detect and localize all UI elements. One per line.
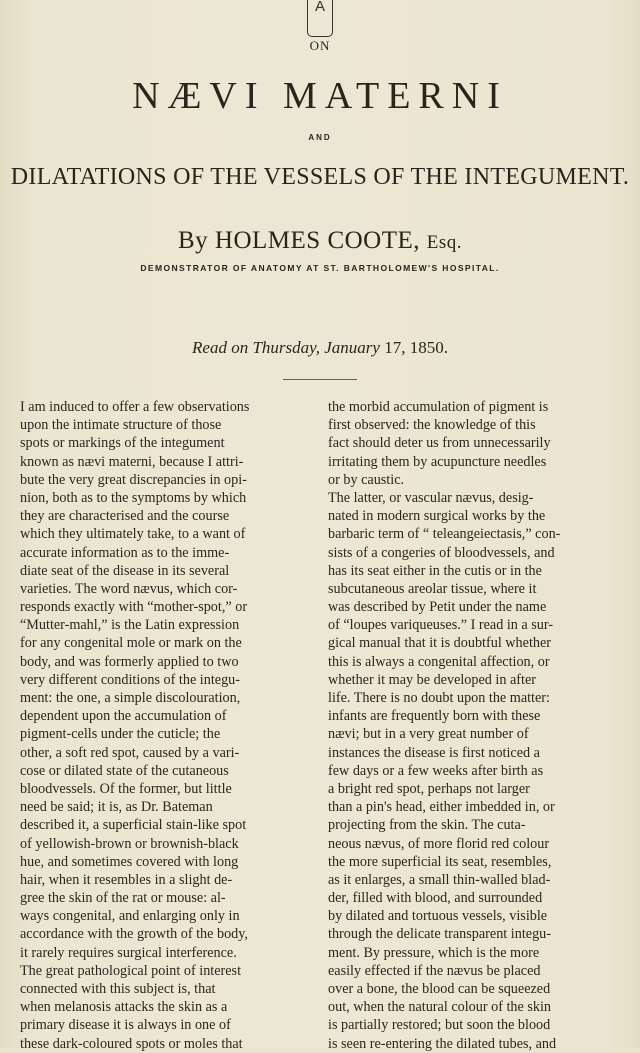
text-line: is seen re-entering the dilated tubes, and <box>328 1035 557 1052</box>
read-date-value: 17, 1850. <box>384 338 448 357</box>
text-line: neous nævus, of more florid red colour <box>328 835 550 852</box>
text-line: dependent upon the accumulation of <box>20 708 227 725</box>
text-line: The latter, or vascular nævus, desig- <box>328 489 534 506</box>
text-line: which they ultimately take, to a want of <box>20 526 246 543</box>
read-date-line <box>0 338 640 358</box>
paper-subtitle: DILATATIONS OF THE VESSELS OF THE INTEGUMENT. <box>10 164 630 190</box>
text-line: gree the skin of the rat or mouse: al- <box>20 890 226 907</box>
text-line: upon the intimate structure of those <box>20 417 222 434</box>
text-line: very different conditions of the integu- <box>20 671 240 688</box>
text-line: spots or markings of the integument <box>20 435 225 452</box>
text-line: accordance with the growth of the body, <box>20 926 248 943</box>
author-affiliation: DEMONSTRATOR OF ANATOMY AT ST. BARTHOLOMEW'S HOSPITAL. <box>140 263 500 273</box>
text-line: connected with this subject is, that <box>20 981 216 997</box>
text-line: life. There is no doubt upon the matter: <box>328 690 550 706</box>
paper-title: NÆVI MATERNI <box>132 75 508 117</box>
text-line: out, when the natural colour of the skin <box>328 999 552 1016</box>
text-line: these dark-coloured spots or moles that <box>20 1035 243 1052</box>
text-line: infants are frequently born with these <box>328 708 541 725</box>
text-line: was described by Petit under the name <box>328 599 547 616</box>
text-line: ment: the one, a simple discolouration, <box>20 690 241 706</box>
text-line: hair, when it resembles in a slight de- <box>20 871 233 888</box>
text-line: bute the very great discrepancies in opi- <box>20 471 247 488</box>
read-date-italic: Read on Thursday, January <box>192 338 380 357</box>
library-stamp <box>307 0 333 37</box>
text-line: when melanosis attacks the skin as a <box>20 999 228 1016</box>
text-line: hue, and sometimes covered with long <box>20 853 239 870</box>
text-line: need be said; it is, as Dr. Bateman <box>20 799 213 816</box>
text-line: pigment-cells under the cuticle; the <box>20 726 221 743</box>
author-suffix: Esq. <box>426 232 463 253</box>
text-line: is partially restored; but soon the blood <box>328 1017 551 1034</box>
text-line: few days or a few weeks after birth as <box>328 762 544 779</box>
first-word: I am <box>20 399 46 415</box>
text-line: accurate information as to the imme- <box>20 544 230 561</box>
text-line: der, filled with blood, and surrounded <box>328 890 543 907</box>
text-line: varieties. The word nævus, which cor- <box>20 580 238 597</box>
text-line: irritating them by acupuncture needles <box>328 453 547 470</box>
text-line: it rarely requires surgical interference. <box>20 944 237 961</box>
text-line: has its seat either in the cutis or in the <box>328 562 542 579</box>
text-line: sists of a congeries of bloodvessels, and <box>328 544 555 561</box>
text-line: barbaric term of “ teleangeiectasis,” con- <box>328 526 561 543</box>
text-line: primary disease it is always in one of <box>20 1017 231 1034</box>
text-line: ways congenital, and enlarging only in <box>20 908 240 925</box>
author-prefix: By <box>177 227 209 254</box>
text-line: described it, a superficial stain-like spot <box>20 817 247 834</box>
text-line: ment. By pressure, which is the more <box>328 944 540 961</box>
text-line: or by caustic. <box>328 471 405 488</box>
text-line: a bright red spot, perhaps not larger <box>328 780 530 797</box>
heading-on: ON <box>309 38 331 53</box>
text-line: over a bone, the blood can be squeezed <box>328 981 551 997</box>
text-line <box>20 398 313 416</box>
text-line: through the delicate transparent integu- <box>328 926 551 943</box>
text-line: The great pathological point of interest <box>20 962 242 979</box>
text-line: they are characterised and the course <box>20 508 230 525</box>
body-column-left <box>20 398 313 1053</box>
text-line: other, a soft red spot, caused by a vari- <box>20 744 240 761</box>
text-line: subcutaneous areolar tissue, where it <box>328 580 537 597</box>
divider-rule <box>283 379 357 380</box>
author-name: HOLMES COOTE, <box>214 227 421 254</box>
text-line: than a pin's head, either imbedded in, or <box>328 799 555 816</box>
text-line: easily effected if the nævus be placed <box>328 962 541 979</box>
text-line: the morbid accumulation of pigment is <box>328 399 549 415</box>
text-line: body, and was formerly applied to two <box>20 653 239 670</box>
text-line: for any congenital mole or mark on the <box>20 635 242 652</box>
text-line: by dilated and tortuous vessels, visible <box>328 908 548 925</box>
text-line: of yellowish-brown or brownish-black <box>20 835 239 852</box>
text-line: nævi; but in a very great number of <box>328 726 529 743</box>
text-line: cose or dilated state of the cutaneous <box>20 762 229 779</box>
text-line: this is always a congenital affection, or <box>328 653 550 670</box>
text-line: instances the disease is first noticed a <box>328 744 540 761</box>
text-line: as it enlarges, a small thin-walled blad- <box>328 871 551 888</box>
library-stamp-mark: A <box>314 0 325 15</box>
text-line: responds exactly with “mother-spot,” or <box>20 599 248 616</box>
body-column-right <box>328 398 621 1053</box>
text-line: gical manual that it is doubtful whether <box>328 635 552 652</box>
text-line: the more superficial its seat, resembles, <box>328 853 552 870</box>
text-line: known as nævi materni, because I attri- <box>20 453 244 470</box>
text-line: bloodvessels. Of the former, but little <box>20 780 232 797</box>
text-line: fact should deter us from unnecessarily <box>328 435 551 452</box>
text-line-rest: induced to offer a few observations <box>45 399 250 415</box>
text-line: nion, both as to the symptoms by which <box>20 489 247 506</box>
text-line: “Mutter-mahl,” is the Latin expression <box>20 617 240 634</box>
text-line: first observed: the knowledge of this <box>328 417 536 434</box>
text-line: diate seat of the disease in its several <box>20 562 230 579</box>
text-line: of “loupes variqueuses.” I read in a sur- <box>328 617 554 634</box>
author-line <box>0 226 640 258</box>
heading-and: AND <box>308 133 332 142</box>
text-line: whether it may be developed in after <box>328 671 536 688</box>
text-line: projecting from the skin. The cuta- <box>328 817 526 834</box>
text-line: nated in modern surgical works by the <box>328 508 546 525</box>
